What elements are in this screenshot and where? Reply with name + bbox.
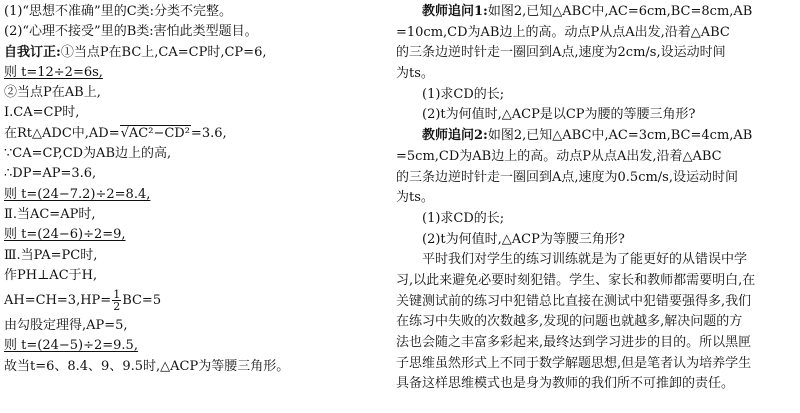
paragraph-line: 习,以此来避免必要时刻犯错。学生、家长和教师都需要明白,在	[396, 272, 756, 288]
question-1-label: 教师追问1:	[422, 4, 488, 19]
text-line: 则 t=(24−5)÷2=9.5,	[4, 338, 138, 354]
self-correction-label: 自我订正:	[4, 44, 61, 60]
denominator: 2	[113, 300, 121, 314]
paragraph-line: 关键测试前的练习中犯错总比直接在测试中犯错要强得多,我们	[396, 293, 752, 309]
text-line: (2)“心理不接受”里的B类:害怕此类型题目。	[4, 24, 258, 40]
text-line: 为ts。	[396, 66, 434, 82]
text-line: =5cm,CD为AB边上的高。动点P从点A出发,沿着△ABC	[396, 148, 722, 164]
text-line: 的三条边逆时针走一圈回到A点,速度为2cm/s,设运动时间	[396, 45, 726, 61]
text-line: 故当t=6、8.4、9、9.5时,△ACP为等腰三角形。	[4, 358, 290, 374]
text-line: 作PH⊥AC于H,	[4, 267, 98, 283]
text-line: (1)“思想不准确”里的C类:分类不完整。	[4, 4, 233, 19]
text-span: =3.6,	[190, 125, 227, 141]
text-line: =10cm,CD为AB边上的高。动点P从点A出发,沿着△ABC	[396, 24, 730, 40]
paragraph-line: 在练习中失败的次数越多,发现的问题也就越多,解决问题的方	[396, 314, 743, 330]
question-2-heading	[396, 126, 796, 147]
right-column	[396, 2, 796, 395]
text-line: ②当点P在AB上,	[4, 85, 101, 101]
text-line: ∴DP=AP=3.6,	[4, 166, 97, 182]
left-column	[4, 2, 380, 377]
text-line: 由勾股定理得,AP=5,	[4, 318, 128, 334]
self-correction-line	[4, 43, 380, 63]
sub-question: (1)求CD的长;	[422, 86, 505, 102]
sub-question: (2)t为何值时,△ACP是以CP为腰的等腰三角形?	[422, 107, 696, 123]
fraction	[112, 289, 121, 312]
text-line: Ⅲ.当PA=PC时,	[4, 247, 98, 263]
text-span: BC=5	[122, 293, 162, 309]
paragraph-line: 子思维虽然形式上不同于数学解题思想,但是笔者认为培养学生	[396, 355, 752, 371]
text-span: 如图2,已知△ABC中,AC=6cm,BC=8cm,AB	[487, 4, 753, 19]
paragraph-line: 法也会随之丰富多彩起来,最终达到学习进步的目的。所以黑匣	[396, 335, 752, 350]
sub-question: (1)求CD的长;	[422, 210, 505, 226]
formula-line	[4, 124, 380, 144]
fraction-line	[4, 286, 380, 316]
sqrt-expression: √AC²−CD²	[120, 125, 190, 141]
paragraph-line: 平时我们对学生的练习训练就是为了能更好的从错误中学	[422, 252, 748, 268]
question-1-heading	[396, 2, 796, 23]
text-line: 为ts。	[396, 190, 434, 206]
sub-question: (2)t为何值时,△ACP为等腰三角形?	[422, 231, 625, 247]
text-span: 在Rt△ADC中,AD=	[4, 125, 120, 141]
question-2-label: 教师追问2:	[422, 128, 488, 144]
text-line: Ⅱ.当AC=AP时,	[4, 206, 96, 222]
text-line: ∵CA=CP,CD为AB边上的高,	[4, 146, 172, 162]
text-span: 如图2,已知△ABC中,AC=3cm,BC=4cm,AB	[487, 128, 753, 144]
text-span: ①当点P在BC上,CA=CP时,CP=6,	[60, 44, 267, 60]
paragraph-line: 具备这样思维模式也是身为教师的我们所不可推卸的责任。	[396, 376, 735, 392]
text-line: 则 t=(24−7.2)÷2=8.4,	[4, 186, 151, 202]
text-line: 则 t=12÷2=6s,	[4, 64, 103, 80]
text-line: 则 t=(24−6)÷2=9,	[4, 227, 126, 243]
text-line: 的三条边逆时针走一圈回到A点,速度为0.5cm/s,设运动时间	[396, 169, 738, 185]
text-span: AH=CH=3,HP=	[4, 293, 112, 309]
numerator: 1	[113, 288, 121, 302]
text-line: Ⅰ.CA=CP时,	[4, 105, 80, 121]
